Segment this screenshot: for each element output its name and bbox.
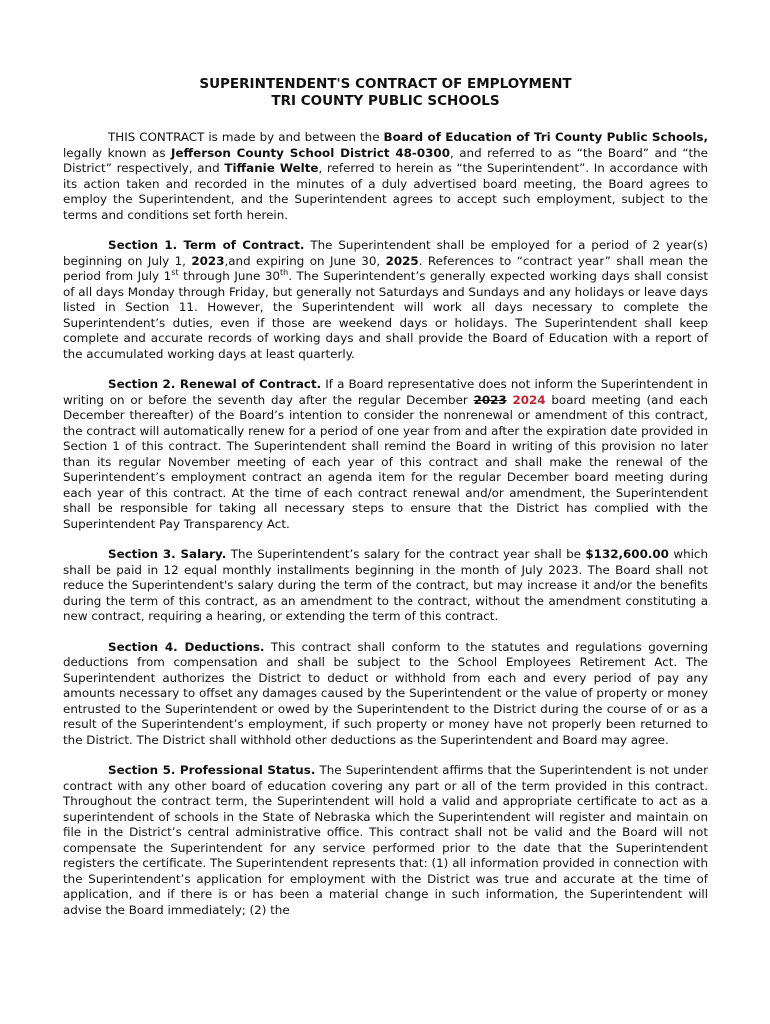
intro-text-3: , and referred to as “the Board” and “the District” respectively, and bbox=[63, 145, 708, 175]
superintendent-name: Tiffanie Welte bbox=[224, 161, 319, 175]
title-line-1: SUPERINTENDENT'S CONTRACT OF EMPLOYMENT bbox=[199, 76, 572, 92]
section-5-heading: Section 5. Professional Status. bbox=[108, 763, 316, 777]
section-4-text-1: This contract shall conform to the statutes and regulations governing deductions from compensation and shall be subject to the School Employees Retirement Act. The Superintendent authorizes the District to deduct or withhold from each and every period of pay any amounts necessary to offset any damages caused by the Superintendent or the value of property or money entrusted to the Superintendent or owed by the Superintendent to the District during the course of or as a result of the Superintendent’s employment, if such property or money have not properly been returned to the District. The District shall withhold other deductions as the Superintendent and Board may agree. bbox=[63, 639, 708, 747]
section-3-paragraph bbox=[63, 547, 708, 625]
intro-text-1: THIS CONTRACT is made by and between the bbox=[108, 130, 384, 144]
end-year: 2025 bbox=[385, 253, 419, 268]
salary-amount: $132,600.00 bbox=[585, 547, 669, 561]
document-title bbox=[63, 76, 708, 110]
intro-text-4: , referred to herein as “the Superintendent”. In accordance with its action taken and recorded in the minutes of a duly advertised board meeting, the Board agrees to employ the Superintendent, and the Superintendent agrees to accept such employment, subject to the terms and conditions set forth herein. bbox=[63, 161, 709, 222]
section-2-heading: Section 2. Renewal of Contract. bbox=[108, 377, 322, 391]
ordinal-suffix-st: st bbox=[171, 268, 179, 278]
section-5-paragraph bbox=[63, 763, 708, 918]
section-3-text-1: The Superintendent’s salary for the contract year shall be bbox=[226, 547, 586, 561]
section-1-text-5: . The Superintendent’s generally expected working days shall consist of all days Monday through Friday, but generally not Saturdays and Sundays and any holidays or leave days listed in Section 11. However, the Superintendent will work all days necessary to complete the Superintendent’s duties, even if those are weekend days or holidays. The Superintendent shall keep complete and accurate records of working days and shall provide the Board of Education with a report of the accumulated working days at least quarterly. bbox=[63, 269, 708, 361]
section-4-heading: Section 4. Deductions. bbox=[108, 639, 265, 654]
section-5-text-1: The Superintendent affirms that the Superintendent is not under contract with any other board of education covering any part or all of the term provided in this contract. Throughout the contract term, the Superintendent will hold a valid and appropriate certificate to act as a superintendent of schools in the State of Nebraska which the Superintendent will register and maintain on file in the District’s central administrative office. This contract shall not be valid and the Board will not compensate the Superintendent for any service performed prior to the date that the Superintendent registers the certificate. The Superintendent represents that: (1) all information provided in connection with the Superintendent’s application for employment with the District was true and accurate at the time of application, and if there is or has been a material change in such information, the Superintendent will advise the Board immediately; (2) the bbox=[63, 763, 708, 917]
start-year: 2023 bbox=[191, 253, 225, 268]
title-line-2: TRI COUNTY PUBLIC SCHOOLS bbox=[271, 93, 500, 109]
district-name: Jefferson County School District 48-0300 bbox=[171, 145, 450, 160]
section-3-text-2: which shall be paid in 12 equal monthly installments beginning in the month of July 2023. The Board shall not reduce the Superintendent's salary during the term of the contract, but may increase it and/or the benefits during the term of this contract, as an amendment to the contract, without the amendment constituting a new contract, requiring a hearing, or extending the term of this contract. bbox=[63, 547, 709, 623]
section-1-text-3: . References to “contract year” shall mean the period from July 1 bbox=[63, 253, 708, 283]
section-2-paragraph bbox=[63, 377, 708, 532]
section-1-paragraph bbox=[63, 238, 708, 362]
section-1-text-4: through June 30 bbox=[178, 269, 280, 283]
section-1-heading: Section 1. Term of Contract. bbox=[108, 238, 305, 252]
ordinal-suffix-th: th bbox=[279, 268, 289, 278]
intro-text-2: legally known as bbox=[63, 145, 172, 160]
revised-year: 2024 bbox=[512, 392, 546, 407]
board-name: Board of Education of Tri County Public Schools, bbox=[383, 130, 708, 144]
section-2-text-2: board meeting (and each December thereafter) of the Board’s intention to consider the nonrenewal or amendment of this contract, the contract will automatically renew for a period of one year from and after the expiration date provided in Section 1 of this contract. The Superintendent shall remind the Board in writing of this provision no later than its regular November meeting of each year of this contract and shall make the renewal of the Superintendent’s employment contract an agenda item for the regular December board meeting during each year of this contract. At the time of each contract renewal and/or amendment, the Superintendent shall be responsible for taking all necessary steps to ensure that the District has complied with the Superintendent Pay Transparency Act. bbox=[63, 392, 709, 531]
section-1-text-2: ,and expiring on June 30, bbox=[224, 253, 386, 268]
section-3-heading: Section 3. Salary. bbox=[108, 547, 227, 561]
intro-paragraph bbox=[63, 130, 708, 223]
section-1-text-1: The Superintendent shall be employed for a period of 2 year(s) beginning on July 1, bbox=[63, 238, 708, 268]
section-2-text-1: If a Board representative does not inform the Superintendent in writing on or before the seventh day after the regular December bbox=[63, 377, 708, 407]
section-4-paragraph bbox=[63, 640, 708, 749]
struck-year: 2023 bbox=[473, 392, 507, 407]
